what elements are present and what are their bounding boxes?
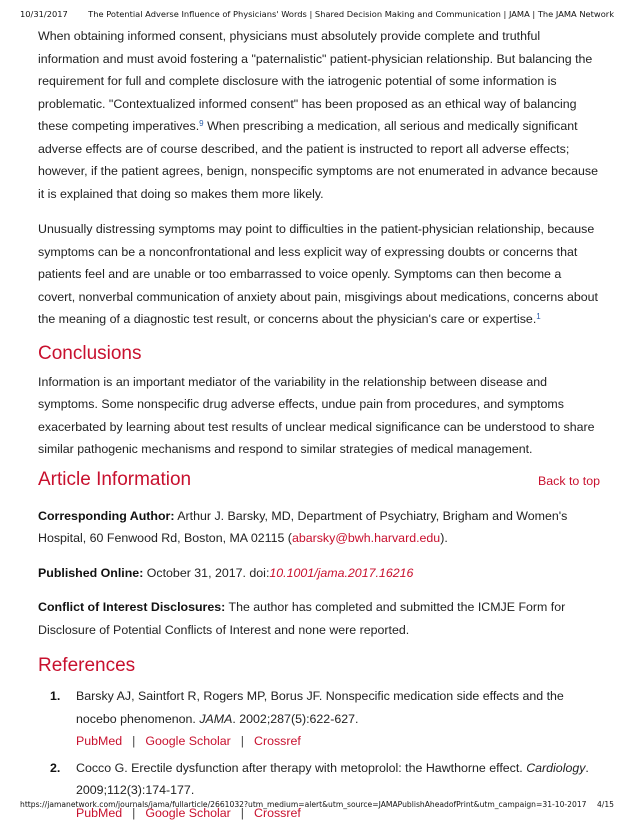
corresponding-author [38,505,600,550]
link-separator: | [240,805,245,820]
link-separator: | [132,805,136,820]
page-url: https://jamanetwork.com/journals/jama/fullarticle/2661032?utm_medium=alert&utm_source=JAMAPublishAheadofPrint&utm_campaign=31-10-2017 [20,800,587,809]
reference-journal: Cardiology [526,760,586,775]
paragraph-text: When prescribing a medication, all serious and medically significant adverse effects are of course described, and the patient is instructed to report all adverse effects; however, if the patient agrees, benign, nonspecific symptoms are not enumerated in advance because it is explained that doing so makes them more likely. [38,119,598,201]
article-info-header [38,467,600,493]
paragraph-distressing-symptoms [38,218,600,331]
reference-links [76,730,600,753]
reference-citation-9[interactable]: 9 [199,119,204,128]
article-info-heading: Article Information [38,468,192,490]
reference-citation-1[interactable]: 1 [536,312,541,321]
references-heading: References [38,655,136,676]
print-title: The Potential Adverse Influence of Physicians' Words | Shared Decision Making and Communication | JAMA | The JAMA Network [88,9,614,19]
published-online-text: October 31, 2017. doi: [143,565,270,580]
paragraph-informed-consent [38,25,600,205]
published-online-label: Published Online: [38,565,144,580]
print-date: 10/31/2017 [20,9,68,19]
conflict-of-interest-text: The author has completed and submitted the ICMJE Form for Disclosure of Potential Conflicts of Interest and none were reported. [38,600,566,637]
article-content [38,25,600,828]
reference-item [38,685,600,753]
reference-citation: Cocco G. Erectile dysfunction after therapy with metoprolol: the Hawthorne effect. [76,760,527,775]
conflict-of-interest [38,596,600,641]
conclusions-text: Information is an important mediator of the variability in the relationship between disease and symptoms. Some nonspecific drug adverse effects, undue pain from procedures, and symptoms exacerbated by learning about test results of unclear medical significance can be understood to share similar pathogenic mechanisms and respond to similar strategies of medical management. [38,374,595,456]
reference-number: 1. [50,689,61,703]
reference-journal: JAMA [199,711,233,726]
link-separator: | [240,734,245,748]
reference-body [76,757,600,825]
link-separator: | [132,734,136,748]
reference-number: 2. [50,760,61,775]
pubmed-link[interactable]: PubMed [76,734,123,748]
print-footer [20,800,614,809]
reference-citation: Barsky AJ, Saintfort R, Rogers MP, Borus JF. Nonspecific medication side effects and the nocebo phenomenon. [76,689,564,726]
corresponding-author-end: ). [440,531,448,545]
reference-item [38,757,600,825]
reference-body [76,685,600,753]
crossref-link[interactable]: Crossref [254,805,301,820]
paragraph-text: When obtaining informed consent, physicians must absolutely provide complete and truthful information and must avoid fostering a "paternalistic" patient-physician relationship. But balancing the requirement for full and complete disclosure with the iatrogenic potential of some information is problematic. "Contextualized informed consent" has been proposed as an ethical way of balancing these competing imperatives. [38,29,593,133]
conflict-of-interest-label: Conflict of Interest Disclosures: [38,600,226,614]
paragraph-text: Unusually distressing symptoms may point to difficulties in the patient-physician relationship, because symptoms can be a nonconfrontational and less explicit way of expressing doubts or concerns that patients feel and are unable or too embarrassed to voice openly. Symptoms can then become a covert, nonverbal communication of anxiety about pain, misgivings about medications, concerns about the meaning of a diagnostic test result, or concerns about the physician's care or expertise. [38,222,598,326]
back-to-top-link[interactable]: Back to top [538,473,600,488]
crossref-link[interactable]: Crossref [254,734,301,748]
google-scholar-link[interactable]: Google Scholar [145,805,231,820]
corresponding-author-text: Arthur J. Barsky, MD, Department of Psychiatry, Brigham and Women's Hospital, 60 Fenwood Rd, Boston, MA 02115 ( [38,508,568,545]
reference-details: . 2002;287(5):622-627. [232,711,359,726]
conclusions-heading: Conclusions [38,342,142,364]
published-online [38,562,600,585]
doi-link[interactable]: 10.1001/jama.2017.16216 [269,565,414,580]
google-scholar-link[interactable]: Google Scholar [145,734,231,748]
reference-details: . 2009;112(3):174-177. [76,760,589,797]
corresponding-author-label: Corresponding Author: [38,508,175,523]
print-header [20,9,614,19]
page-number: 4/15 [596,800,614,809]
pubmed-link[interactable]: PubMed [76,805,123,820]
author-email-link[interactable]: abarsky@bwh.harvard.edu [291,531,441,545]
